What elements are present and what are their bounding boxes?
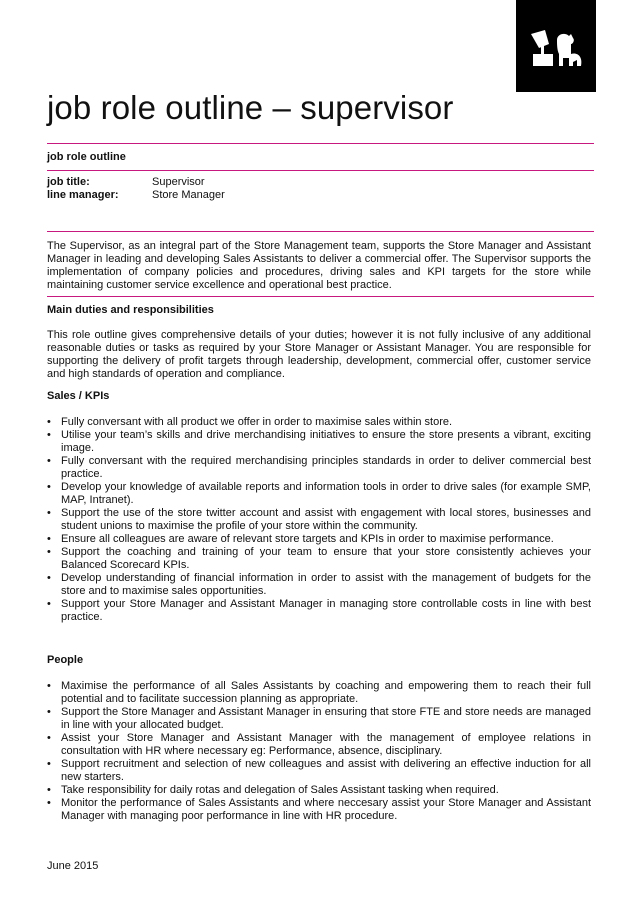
line-manager-label: line manager: [47,189,119,201]
bullet-icon: • [47,797,51,809]
bullet-icon: • [47,732,51,744]
list-item: • Maximise the performance of all Sales Assistants by coaching and empowering them to reach their full potential and to facilitate succession planning as appropriate. [47,680,591,705]
divider [47,231,594,232]
bullet-icon: • [47,598,51,610]
list-item: • Develop your knowledge of available reports and information tools in order to drive sales (for example SMP, MAP, Intranet). [47,481,591,506]
sales-kpis-heading: Sales / KPIs [47,390,110,402]
logo [516,0,596,92]
list-item: • Take responsibility for daily rotas and delegation of Sales Assistant tasking when required. [47,784,499,796]
bullet-icon: • [47,546,51,558]
bullet-icon: • [47,533,51,545]
divider [47,143,594,144]
outline-heading: job role outline [47,151,126,163]
main-duties-paragraph: This role outline gives comprehensive details of your duties; however it is not fully inclusive of any additional reasonable duties or tasks as required by your Store Manager or Assistant Manager. You are responsible for supporting the delivery of profit targets through leadership, development, commercial offer, customer service and high standards of operation and compliance. [47,329,591,380]
bullet-icon: • [47,680,51,692]
footer-date: June 2015 [47,860,99,872]
list-item: • Assist your Store Manager and Assistant Manager with the management of employee relations in consultation with HR where necessary eg: Performance, absence, disciplinary. [47,732,591,757]
bullet-icon: • [47,706,51,718]
main-duties-heading: Main duties and responsibilities [47,304,214,316]
line-manager-value: Store Manager [152,189,225,201]
list-item: • Utilise your team’s skills and drive merchandising initiatives to ensure the store presents a vibrant, exciting image. [47,429,591,454]
list-item: • Support recruitment and selection of new colleagues and assist with delivering an effective induction for all new starters. [47,758,591,783]
list-item: • Fully conversant with all product we offer in order to maximise sales within store. [47,416,453,428]
list-item: • Develop understanding of financial information in order to assist with the management of budgets for the store and to maximise sales opportunities. [47,572,591,597]
bullet-icon: • [47,572,51,584]
list-item: • Monitor the performance of Sales Assistants and where neccesary assist your Store Manager and Assistant Manager with managing poor performance in line with HR procedure. [47,797,591,822]
list-item: • Support the coaching and training of your team to ensure that your store consistently achieves your Balanced Scorecard KPIs. [47,546,591,571]
list-item: • Support the Store Manager and Assistant Manager in ensuring that store FTE and store needs are managed in line with your allocated budget. [47,706,591,731]
bullet-icon: • [47,784,51,796]
job-title-value: Supervisor [152,176,205,188]
divider [47,296,594,297]
list-item: • Ensure all colleagues are aware of relevant store targets and KPIs in order to maximise performance. [47,533,554,545]
list-item: • Fully conversant with the required merchandising principles standards in order to deliver commercial best practice. [47,455,591,480]
bullet-icon: • [47,416,51,428]
sales-kpis-list [47,416,591,624]
list-item: • Support the use of the store twitter account and assist with engagement with local stores, businesses and student unions to maximise the profile of your store within the community. [47,507,591,532]
bullet-icon: • [47,481,51,493]
bullet-icon: • [47,758,51,770]
bullet-icon: • [47,507,51,519]
dog-and-gramophone-logo-icon [527,28,585,68]
list-item: • Support your Store Manager and Assistant Manager in managing store controllable costs in line with best practice. [47,598,591,623]
job-title-label: job title: [47,176,90,188]
intro-paragraph: The Supervisor, as an integral part of the Store Management team, supports the Store Manager and Assistant Manager in leading and developing Sales Assistants to deliver a commercial offer. The Supervisor supports the implementation of company policies and procedures, driving sales and KPI targets for the store while maintaining customer service excellence and operational best practice. [47,240,591,291]
divider [47,170,594,171]
page-title: job role outline – supervisor [47,89,454,126]
bullet-icon: • [47,455,51,467]
people-heading: People [47,654,84,666]
bullet-icon: • [47,429,51,441]
people-list [47,680,591,823]
